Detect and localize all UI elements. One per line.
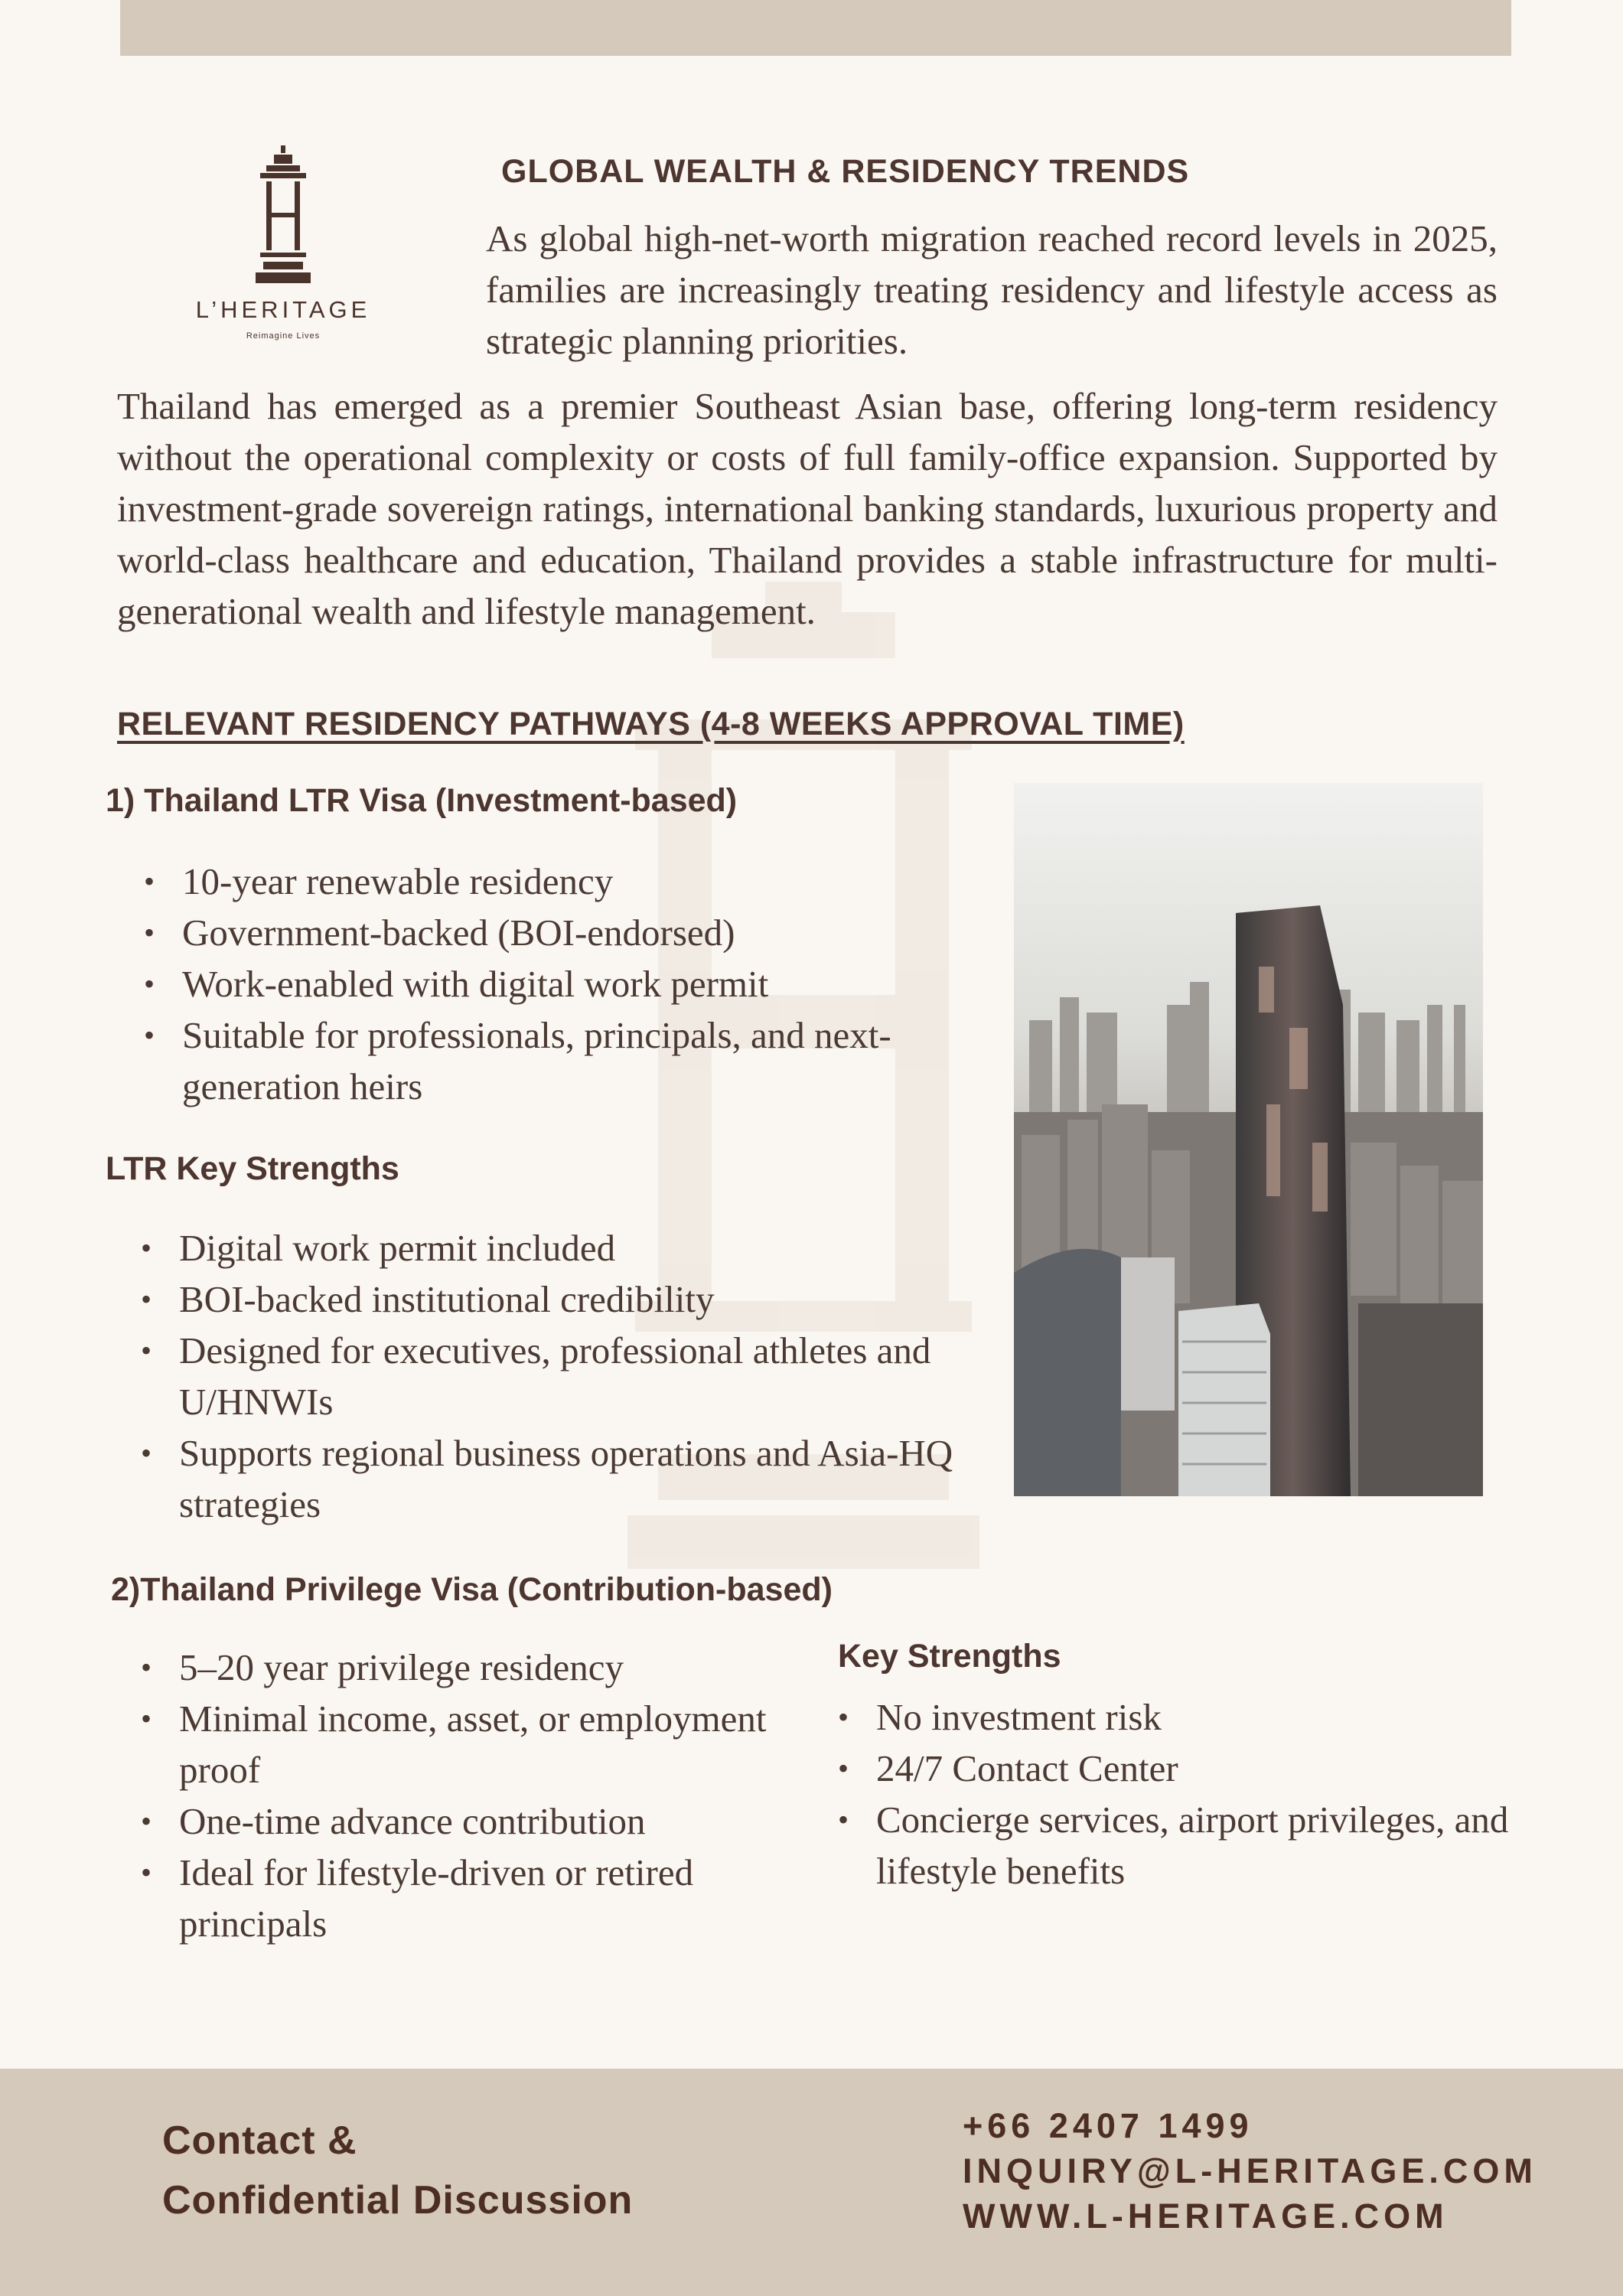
brand-name: L’HERITAGE	[195, 296, 371, 323]
list-item: • 24/7 Contact Center	[838, 1743, 1527, 1794]
ltr-visa-heading: 1) Thailand LTR Visa (Investment-based)	[106, 782, 738, 819]
list-item: • Minimal income, asset, or employment proof	[141, 1693, 807, 1795]
privilege-strengths-list	[838, 1691, 1527, 1896]
contact-details	[963, 2103, 1537, 2239]
list-item: • Supports regional business operations and Asia-HQ strategies	[141, 1427, 960, 1530]
list-item: • No investment risk	[838, 1691, 1527, 1743]
overview-paragraph: Thailand has emerged as a premier Southeast Asian base, offering long-term residency without the operational complexity or costs of full family-office expansion. Supported by investment-grade sovereign ratings, international banking standards, luxurious property and world-class healthcare and education, Thailand provides a stable infrastructure for multi-generational wealth and lifestyle management.	[117, 385, 1498, 632]
list-item: • Suitable for professionals, principals, and next-generation heirs	[144, 1009, 947, 1112]
email-link[interactable]: INQUIRY@L-HERITAGE.COM	[963, 2151, 1537, 2190]
list-item: • Ideal for lifestyle-driven or retired principals	[141, 1847, 807, 1949]
list-item: • Work-enabled with digital work permit	[144, 958, 947, 1009]
intro-paragraph: As global high-net-worth migration reached record levels in 2025, families are increasingly treating residency and lifestyle access as strategic planning priorities.	[486, 217, 1498, 362]
privilege-features-list	[141, 1642, 807, 1949]
brand-logo	[157, 145, 409, 367]
top-band	[120, 0, 1511, 56]
list-item: • 5–20 year privilege residency	[141, 1642, 807, 1693]
contact-heading	[162, 2111, 633, 2230]
phone-number[interactable]: +66 2407 1499	[963, 2106, 1253, 2145]
page-title: GLOBAL WEALTH & RESIDENCY TRENDS	[501, 153, 1190, 190]
website-link[interactable]: WWW.L-HERITAGE.COM	[963, 2197, 1449, 2236]
ltr-strengths-heading: LTR Key Strengths	[106, 1150, 399, 1187]
list-item: • BOI-backed institutional credibility	[141, 1274, 960, 1325]
list-item: • One-time advance contribution	[141, 1795, 807, 1847]
privilege-visa-heading: 2)Thailand Privilege Visa (Contribution-based)	[111, 1571, 833, 1608]
brand-tagline: Reimagine Lives	[246, 331, 321, 341]
contact-heading-line2: Confidential Discussion	[162, 2178, 634, 2223]
ltr-strengths-list	[141, 1222, 960, 1530]
privilege-strengths-heading: Key Strengths	[838, 1638, 1061, 1675]
list-item: • 10-year renewable residency	[144, 856, 947, 907]
list-item: • Concierge services, airport privileges, and lifestyle benefits	[838, 1794, 1527, 1896]
ltr-features-list	[144, 856, 947, 1112]
bangkok-skyline-photo	[1014, 783, 1483, 1496]
list-item: • Digital work permit included	[141, 1222, 960, 1274]
pathways-section-title: RELEVANT RESIDENCY PATHWAYS (4-8 WEEKS APPROVAL TIME)	[117, 706, 1185, 742]
list-item: • Government-backed (BOI-endorsed)	[144, 907, 947, 958]
heritage-monogram-icon	[253, 145, 314, 287]
contact-heading-line1: Contact &	[162, 2118, 357, 2163]
list-item: • Designed for executives, professional athletes and U/HNWIs	[141, 1325, 960, 1427]
